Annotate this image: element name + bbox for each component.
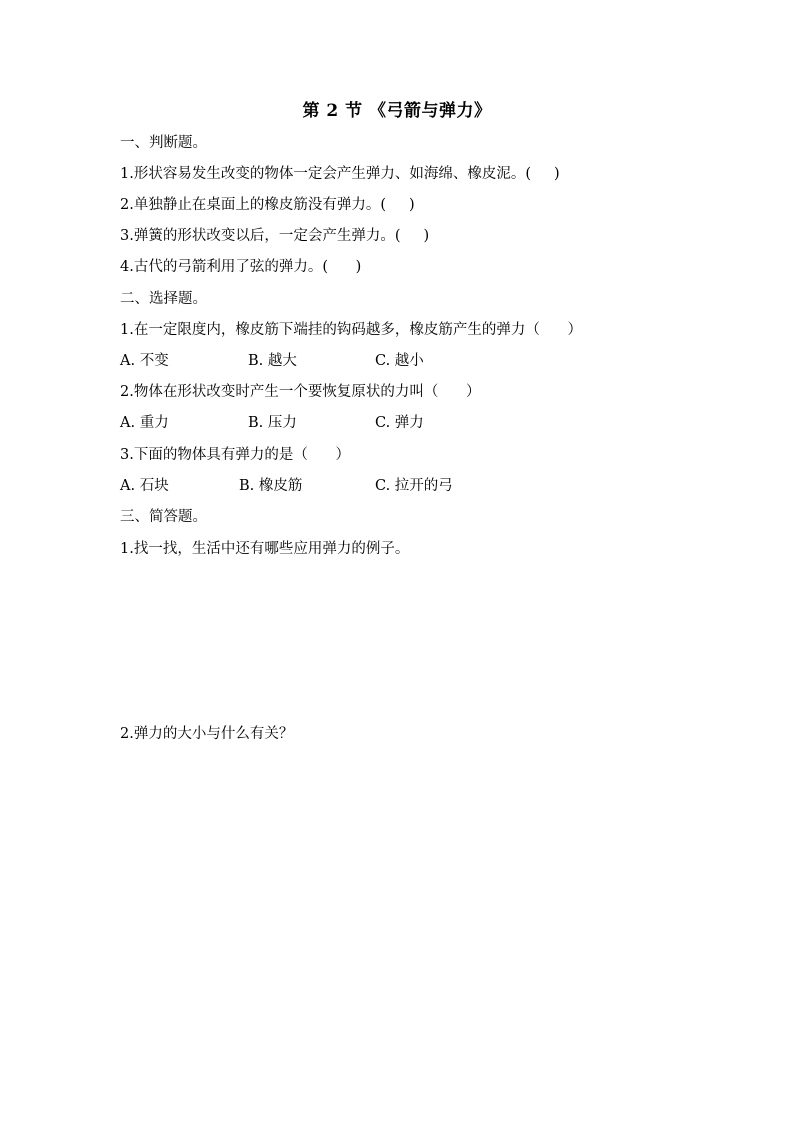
choice-2-option-c: C. 弹力 bbox=[375, 415, 424, 431]
section-heading-choice: 二、选择题。 bbox=[120, 291, 207, 307]
page-title: 第 2 节 《弓箭与弹力》 bbox=[302, 101, 492, 121]
choice-3-option-a: A. 石块 bbox=[120, 478, 169, 494]
short-question-1: 1.找一找，生活中还有哪些应用弹力的例子。 bbox=[120, 541, 410, 557]
section-heading-short: 三、简答题。 bbox=[120, 509, 207, 525]
choice-options-3 bbox=[120, 475, 680, 497]
section-heading-judge: 一、判断题。 bbox=[120, 135, 207, 151]
choice-question-2: 2.物体在形状改变时产生一个要恢复原状的力叫（ ） bbox=[120, 384, 481, 400]
choice-question-3: 3.下面的物体具有弹力的是（ ） bbox=[120, 447, 350, 463]
choice-3-option-b: B. 橡皮筋 bbox=[239, 478, 303, 494]
judge-item-2: 2.单独静止在桌面上的橡皮筋没有弹力。( ) bbox=[120, 197, 415, 213]
judge-item-3: 3.弹簧的形状改变以后，一定会产生弹力。( ) bbox=[120, 228, 430, 244]
choice-question-1: 1.在一定限度内，橡皮筋下端挂的钩码越多，橡皮筋产生的弹力（ ） bbox=[120, 322, 582, 338]
choice-2-option-a: A. 重力 bbox=[120, 415, 169, 431]
short-question-2: 2.弹力的大小与什么有关？ bbox=[120, 726, 294, 742]
judge-item-4: 4.古代的弓箭利用了弦的弹力。( ) bbox=[120, 259, 362, 275]
choice-1-option-c: C. 越小 bbox=[375, 353, 424, 369]
judge-item-1: 1.形状容易发生改变的物体一定会产生弹力、如海绵、橡皮泥。( ) bbox=[120, 166, 560, 182]
choice-options-2 bbox=[120, 412, 680, 434]
choice-1-option-a: A. 不变 bbox=[120, 353, 169, 369]
choice-3-option-c: C. 拉开的弓 bbox=[375, 478, 453, 494]
choice-options-1 bbox=[120, 350, 680, 372]
choice-2-option-b: B. 压力 bbox=[248, 415, 297, 431]
choice-1-option-b: B. 越大 bbox=[248, 353, 297, 369]
